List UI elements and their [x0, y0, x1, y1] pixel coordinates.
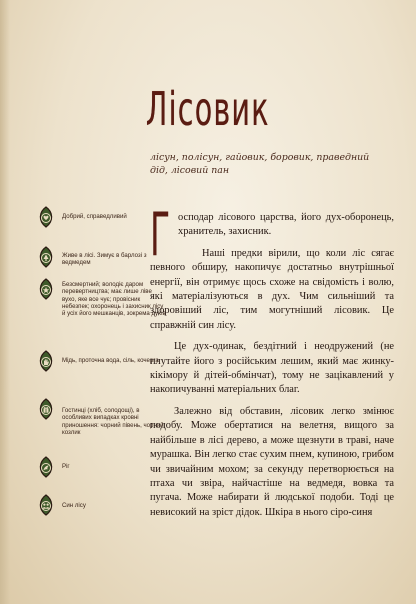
attribute-text: Гостинці (хліб, солодощі), в особливих випадках кровні приношення: чорний півень, чорний козлик	[62, 407, 164, 436]
attribute-text: Живе в лісі. Зимує в барлозі з ведмедем	[62, 252, 147, 267]
attribute-text: Мідь, проточна вода, сіль, кочерга	[62, 357, 159, 364]
attributes-sidebar	[0, 0, 166, 604]
leaf-heart-icon	[36, 206, 56, 228]
leaf-family-icon	[36, 494, 56, 516]
leaf-hand-icon	[36, 350, 56, 372]
article-body	[150, 200, 394, 527]
leaf-tree-icon	[36, 246, 56, 268]
attribute-text: Добрий, справедливий	[62, 213, 127, 220]
attribute-text: Син лісу	[62, 502, 86, 509]
paragraph: Наші предки вірили, що коли ліс сягає певного обширу, накопичує достатньо внутрішньої енергії, він отримує щось схоже на свідомість і волю, які матеріалізуються в дух. Чим сильніший та здоровіший ліс, тим могутніший лісовик. Це справжній син лісу.	[150, 247, 394, 331]
paragraph: Це дух-одинак, бездітний і неодружений (не плутайте його з російським лешим, який має жинку-кікімору й дітей-обмінчат), тому не зацікавлений у накопичуванні матеріальних благ.	[150, 341, 394, 396]
alternate-names: лісун, полісун, гайовик, боровик, праведний дід, лісовий пан	[150, 152, 370, 176]
page-title-text: Лісовик	[146, 82, 270, 136]
paragraph	[150, 200, 394, 270]
leaf-star-icon	[36, 278, 56, 300]
paragraph-text: осподар лісового царства, його дух-оборонець, хранитель, захисник.	[178, 212, 394, 238]
drop-cap: Г	[150, 200, 171, 270]
leaf-gift-icon	[36, 398, 56, 420]
leaf-friend-icon	[36, 456, 56, 478]
attribute-text: Ріг	[62, 463, 70, 470]
attribute-text: Безсмертний; володіє даром перевертництва; має лише ліве вухо, яке все чує; провісник небезпек; охоронець і захисник лісу й усіх його мешканців, зокрема духів	[62, 281, 166, 318]
paragraph: Залежно від обставин, лісовик легко змінює подобу. Може обертатися на велетня, вищого за найбільше в лісі дерево, а може щезнути в траві, наче мурашка. Він легко стає сухим пнем, купиною, грибом чи звичайним мохом; за секунду перетворюється на птаха чи звіра, найчастіше на ведмедя, вовка та пугача. Може набирати й людської подоби. Тоді це невисокий на зріст дідок. Шкіра в нього сіро-синя	[150, 405, 394, 518]
